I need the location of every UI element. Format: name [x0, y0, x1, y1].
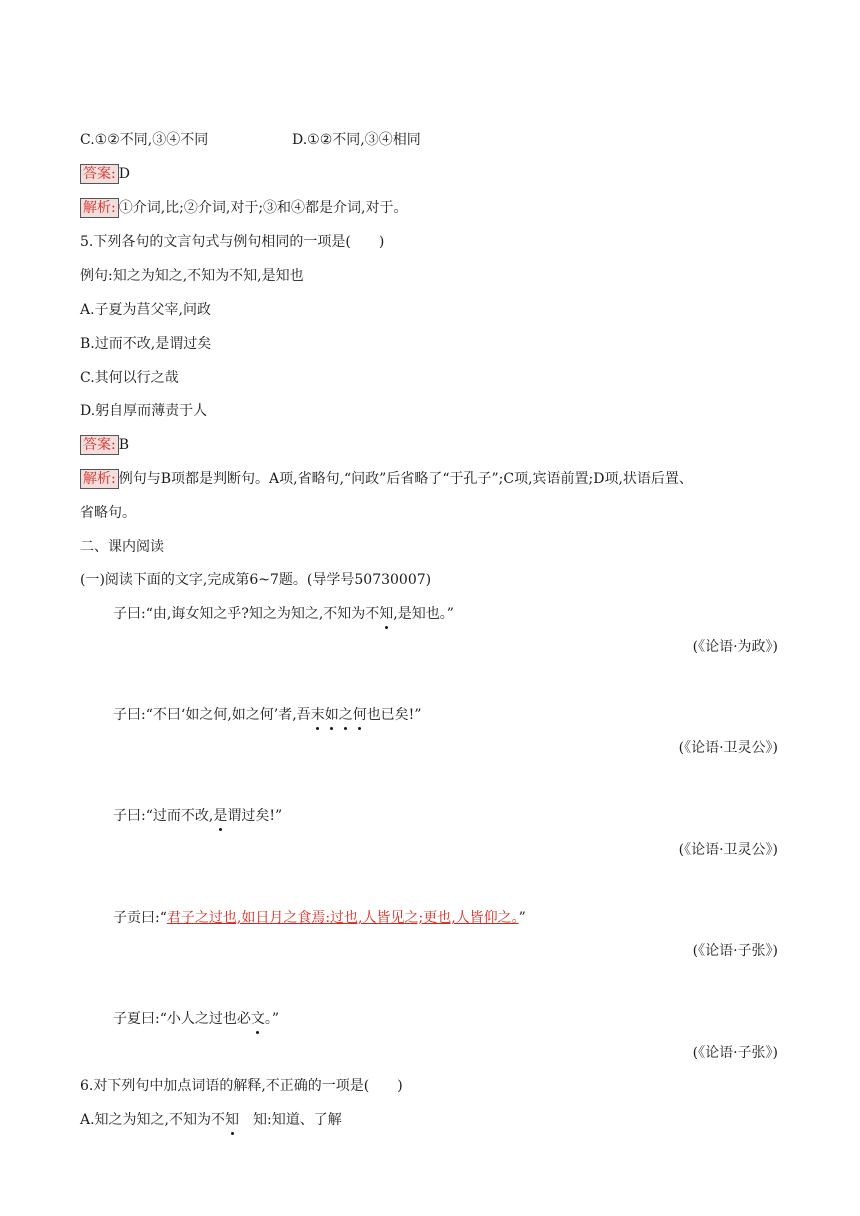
q5-option-d: D.躬自厚而薄责于人 — [80, 403, 208, 419]
answer-tag: 答案: — [80, 164, 119, 184]
q4-analysis — [80, 198, 408, 218]
dotted-word: 何 — [352, 707, 367, 723]
q5-answer — [80, 435, 129, 455]
q5-stem: 5.下列各句的文言句式与例句相同的一项是( ) — [80, 234, 385, 250]
q6-option-a — [80, 1110, 342, 1130]
q6-stem: 6.对下列句中加点词语的解释,不正确的一项是( ) — [80, 1078, 403, 1094]
q4-answer — [80, 164, 130, 184]
passage-1 — [113, 604, 454, 624]
passage-5-source: (《论语·子张》) — [692, 1045, 778, 1061]
q5-option-b: B.过而不改,是谓过矣 — [80, 336, 212, 352]
analysis-text: ①介词,比;②介词,对于;③和④都是介词,对于。 — [118, 200, 408, 216]
q5-option-c: C.其何以行之哉 — [80, 370, 179, 386]
answer-tag: 答案: — [80, 435, 119, 455]
passage-text: 。” — [264, 1011, 280, 1027]
dotted-word: 知 — [225, 1112, 240, 1128]
option-text: 知:知道、了解 — [239, 1112, 342, 1128]
analysis-text: 例句与B项都是判断句。A项,省略句,“问政”后省略了“于孔子”;C项,宾语前置;D项,状语后置、 — [118, 471, 693, 487]
q5-analysis-cont: 省略句。 — [80, 505, 136, 521]
passage-4-source: (《论语·子张》) — [692, 943, 778, 959]
passage-3-source: (《论语·卫灵公》) — [678, 842, 778, 858]
passage-text: 子夏曰:“小人之过也必 — [113, 1011, 251, 1027]
passage-3 — [113, 806, 282, 826]
section-heading: 二、课内阅读 — [80, 539, 164, 555]
option-text: A.知之为知之,不知为不 — [80, 1112, 226, 1128]
passage-1-source: (《论语·为政》) — [692, 639, 778, 655]
passage-text: 子贡曰:“ — [113, 910, 167, 926]
passage-text: 也已矣!” — [366, 707, 422, 723]
analysis-tag: 解析: — [80, 198, 119, 218]
q5-example: 例句:知之为知之,不知为不知,是知也 — [80, 268, 304, 284]
section-subheading: (一)阅读下面的文字,完成第6~7题。(导学号50730007) — [80, 572, 432, 588]
dotted-word: 文 — [250, 1011, 265, 1027]
passage-4 — [113, 908, 526, 928]
passage-text: 子曰:“由,诲女知之乎?知之为知之,不知为不 — [113, 606, 380, 622]
q4-options-row — [80, 130, 208, 150]
q5-option-a: A.子夏为莒父宰,问政 — [80, 302, 212, 318]
passage-text: ,是知也。” — [393, 606, 454, 622]
dotted-word: 末 — [310, 707, 325, 723]
q5-analysis — [80, 469, 693, 489]
passage-text: 子曰:“不曰‘如之何,如之何’者,吾 — [113, 707, 311, 723]
passage-2-source: (《论语·卫灵公》) — [678, 740, 778, 756]
q4-option-c: C.①②不同,③④不同 — [80, 132, 209, 148]
analysis-tag: 解析: — [80, 469, 119, 489]
passage-2 — [113, 705, 421, 725]
answer-value: D — [118, 166, 130, 182]
dotted-word: 是 — [213, 808, 228, 824]
highlighted-quote: 君子之过也,如日月之食焉:过也,人皆见之;更也,人皆仰之。 — [166, 910, 519, 926]
passage-text: 谓过矣!” — [227, 808, 283, 824]
dotted-word: 如 — [324, 707, 339, 723]
passage-text: ” — [518, 910, 526, 926]
dotted-word: 知 — [379, 606, 394, 622]
passage-text: 子曰:“过而不改, — [113, 808, 214, 824]
answer-value: B — [118, 437, 130, 453]
passage-5 — [113, 1009, 279, 1029]
dotted-word: 之 — [338, 707, 353, 723]
q4-option-d: D.①②不同,③④相同 — [292, 132, 421, 148]
